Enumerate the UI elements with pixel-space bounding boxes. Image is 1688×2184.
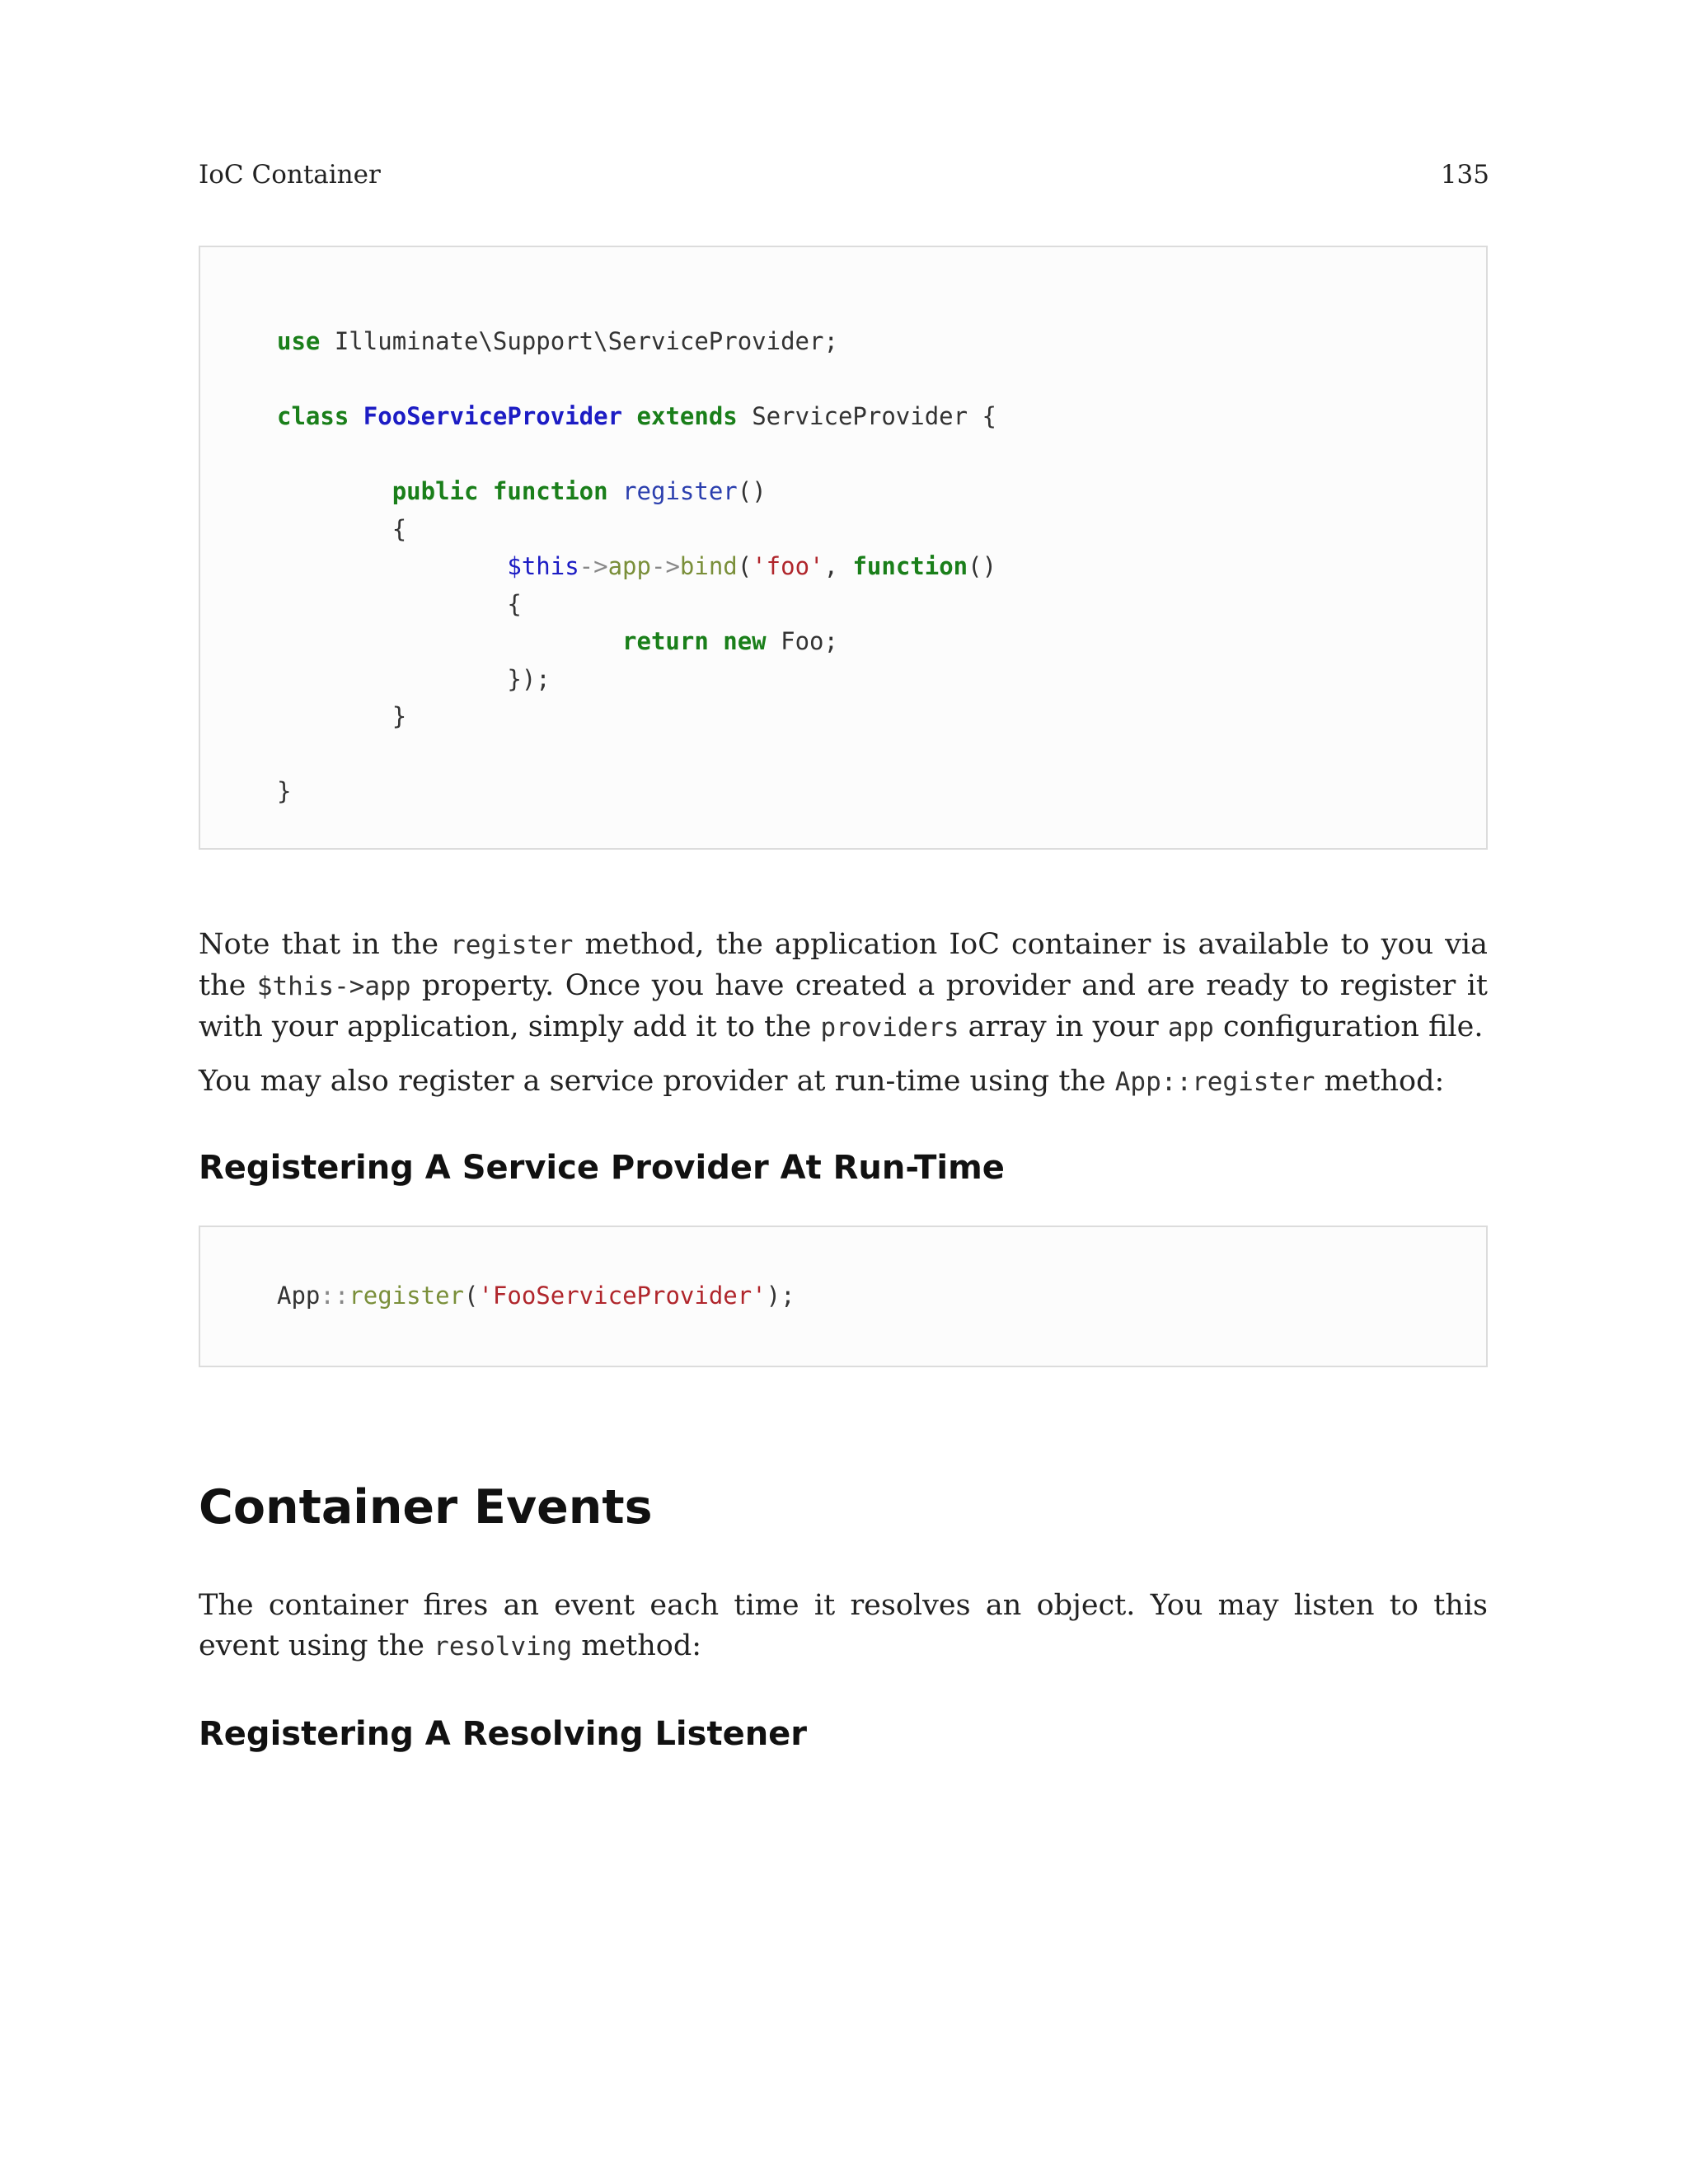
- code-block-app-register: [199, 1226, 1488, 1367]
- text: method, the application IoC container is available to you via the: [199, 928, 1488, 1002]
- subheading-run-time: Registering A Service Provider At Run-Time: [199, 1149, 1005, 1187]
- running-header: [199, 160, 1489, 190]
- method: register: [349, 1282, 464, 1310]
- keyword: public: [392, 477, 479, 505]
- inline-code: register: [450, 930, 574, 960]
- text: Note that in the: [199, 928, 451, 961]
- code-line: [507, 552, 996, 580]
- punctuation: ,: [823, 552, 853, 580]
- subheading-resolving-listener: Registering A Resolving Listener: [199, 1715, 808, 1753]
- code-line: [277, 402, 996, 430]
- keyword: new: [723, 627, 767, 655]
- text: configuration file.: [1213, 1010, 1484, 1043]
- code-line: });: [507, 664, 551, 693]
- punctuation: );: [766, 1282, 795, 1310]
- paragraph-run-time: [199, 1062, 1488, 1103]
- code-listing: [277, 323, 996, 811]
- method: bind: [679, 552, 738, 580]
- chapter-title: IoC Container: [199, 160, 381, 190]
- code-line: [392, 477, 767, 505]
- code-line: [622, 627, 838, 655]
- keyword: return: [622, 627, 709, 655]
- keyword: use: [277, 327, 321, 355]
- punctuation: (: [464, 1282, 479, 1310]
- text: method:: [1315, 1065, 1445, 1098]
- function-name: register: [622, 477, 738, 505]
- string: 'FooServiceProvider': [478, 1282, 767, 1310]
- inline-code: $this->app: [256, 972, 411, 1001]
- punctuation: (: [737, 552, 753, 580]
- string: 'foo': [752, 552, 824, 580]
- code-block-service-provider: [199, 246, 1488, 850]
- text: method:: [572, 1629, 702, 1662]
- code-text: ServiceProvider {: [737, 402, 997, 430]
- class-name: App: [277, 1282, 321, 1310]
- code-listing: [277, 1277, 795, 1315]
- code-text: (): [737, 477, 767, 505]
- text: array in your: [959, 1010, 1168, 1043]
- code-text: Foo;: [766, 627, 838, 655]
- code-line: {: [392, 514, 407, 543]
- punctuation: (): [968, 552, 997, 580]
- page-number: 135: [1440, 160, 1489, 190]
- keyword: function: [852, 552, 968, 580]
- code-line: }: [392, 702, 407, 730]
- property: app: [607, 552, 651, 580]
- inline-code: app: [1167, 1013, 1214, 1043]
- inline-code: providers: [820, 1013, 959, 1043]
- variable: $this: [507, 552, 579, 580]
- operator: ::: [320, 1282, 349, 1310]
- operator: ->: [650, 552, 680, 580]
- keyword: function: [492, 477, 608, 505]
- code-line: [277, 1282, 795, 1310]
- inline-code: resolving: [434, 1632, 573, 1661]
- text: The container fires an event each time it resolves an object. You may listen to this event using the: [199, 1589, 1488, 1662]
- code-text: Illuminate\Support\ServiceProvider;: [320, 327, 838, 355]
- code-line: }: [277, 777, 292, 805]
- text: You may also register a service provider at run-time using the: [199, 1065, 1115, 1098]
- code-line: {: [507, 589, 522, 618]
- keyword: class: [277, 402, 349, 430]
- class-name: FooServiceProvider: [363, 402, 623, 430]
- text: property. Once you have created a provider and are ready to register it with your application, simply add it to the: [199, 969, 1488, 1043]
- paragraph-container-events: [199, 1586, 1488, 1667]
- code-line: [277, 327, 838, 355]
- operator: ->: [579, 552, 608, 580]
- paragraph-register-method: [199, 925, 1488, 1048]
- section-title: Container Events: [199, 1480, 653, 1535]
- keyword: extends: [636, 402, 738, 430]
- inline-code: App::register: [1114, 1067, 1315, 1097]
